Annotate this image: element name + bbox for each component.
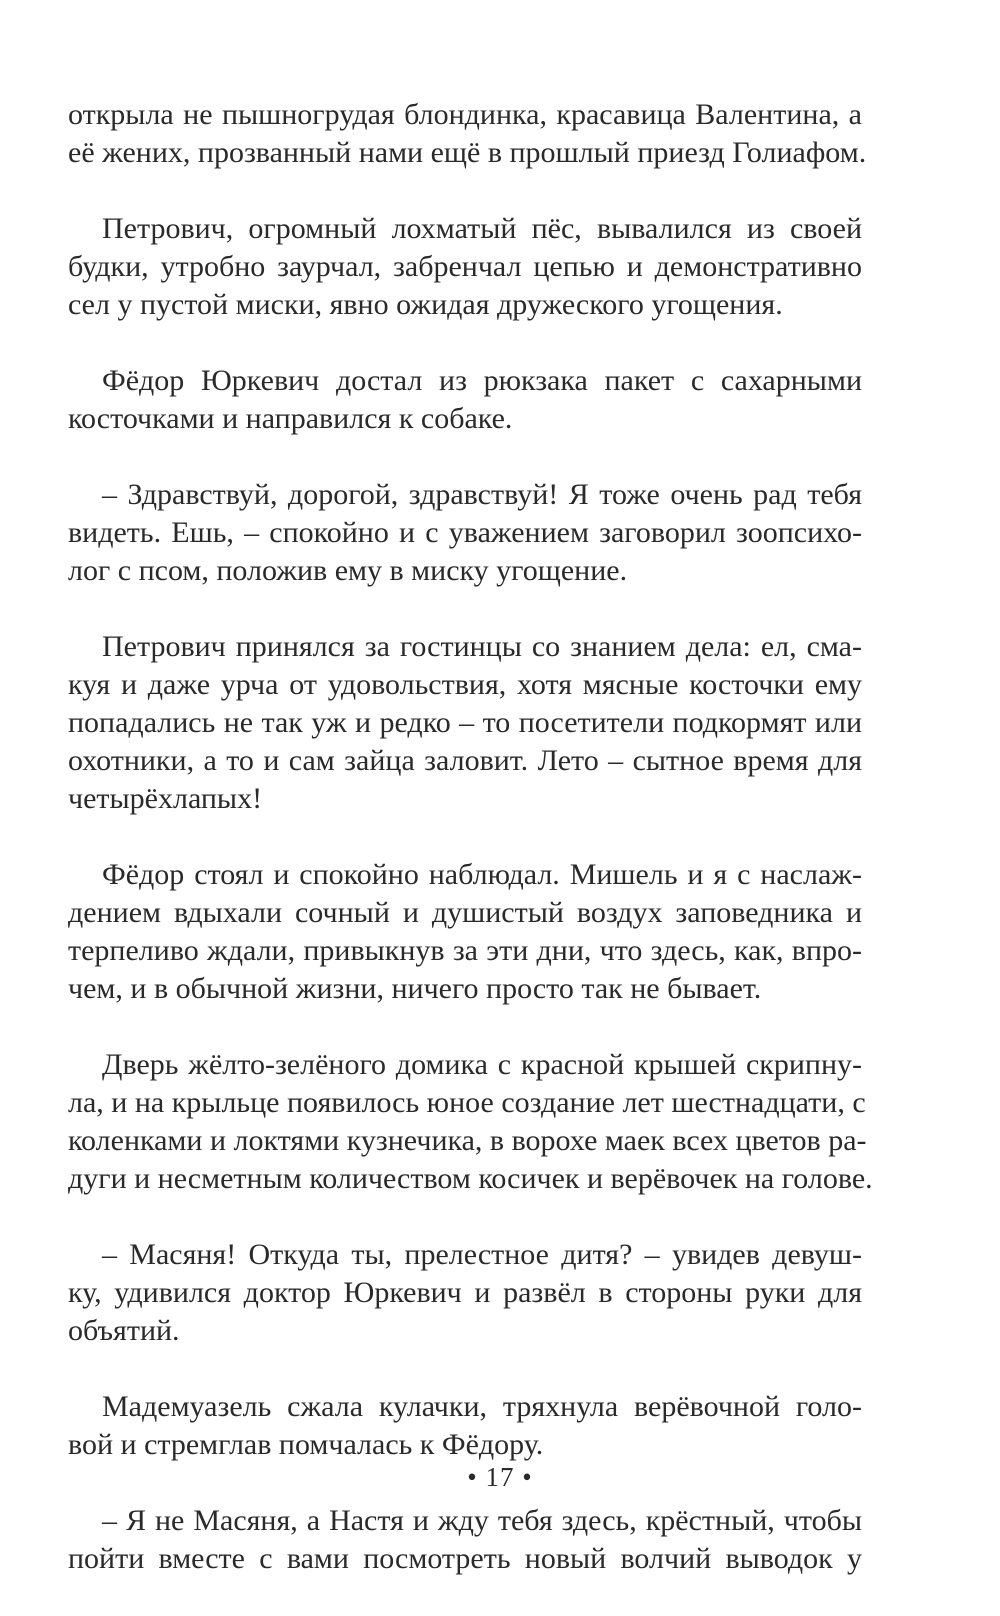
- paragraph: [68, 856, 862, 1008]
- text-line: – Я не Масяня, а Настя и жду тебя здесь, крёстный, чтобы: [102, 1504, 862, 1537]
- text-line: Мадемуазель сжала кулачки, тряхнула верёвочной голо-: [102, 1390, 862, 1423]
- paragraph: [68, 476, 862, 590]
- page-body: [68, 96, 873, 1616]
- text-line: пойти вместе с вами посмотреть новый волчий выводок у: [68, 1542, 862, 1575]
- text-line: открыла не пышногрудая блондинка, красавица Валентина, а: [68, 98, 862, 131]
- text-line: ку, удивился доктор Юркевич и развёл в стороны руки для: [68, 1276, 862, 1309]
- text-line: объятий.: [68, 1314, 180, 1347]
- paragraph: [68, 628, 862, 818]
- text-line: Петрович принялся за гостинцы со знанием дела: ел, сма-: [102, 630, 862, 663]
- text-line: куя и даже урча от удовольствия, хотя мясные косточки ему: [68, 668, 862, 701]
- text-line: охотники, а то и сам зайца заловит. Лето – сытное время для: [68, 744, 862, 777]
- page-number: • 17 •: [467, 1462, 533, 1492]
- text-line: Дверь жёлто-зелёного домика с красной крышей скрипну-: [102, 1048, 862, 1081]
- text-line: – Масяня! Откуда ты, прелестное дитя? – увидев девуш-: [102, 1238, 862, 1271]
- text-line: – Здравствуй, дорогой, здравствуй! Я тоже очень рад тебя: [102, 478, 862, 511]
- text-line: четырёхлапых!: [68, 782, 263, 815]
- text-line: терпеливо ждали, привыкнув за эти дни, что здесь, как, впро-: [68, 934, 862, 967]
- text-line: Фёдор Юркевич достал из рюкзака пакет с сахарными: [102, 364, 862, 397]
- text-line: дуги и несметным количеством косичек и верёвочек на голове.: [68, 1162, 873, 1195]
- paragraph: [68, 96, 867, 172]
- text-line: косточками и направился к собаке.: [68, 402, 513, 435]
- text-line: ла, и на крыльце появилось юное создание лет шестнадцати, с: [68, 1086, 866, 1119]
- text-line: сел у пустой миски, явно ожидая дружеского угощения.: [68, 288, 783, 321]
- text-line: видеть. Ешь, – спокойно и с уважением заговорил зоопсихо-: [68, 516, 862, 549]
- paragraph: [68, 1502, 862, 1578]
- paragraph: [68, 1236, 862, 1350]
- paragraph: [68, 362, 862, 438]
- text-line: Фёдор стоял и спокойно наблюдал. Мишель и я с наслаж-: [102, 858, 862, 891]
- paragraph: [68, 1388, 862, 1464]
- text-line: Петрович, огромный лохматый пёс, вывалился из своей: [102, 212, 862, 245]
- text-line: чем, и в обычной жизни, ничего просто так не бывает.: [68, 972, 762, 1005]
- text-line: попадались не так уж и редко – то посетители подкормят или: [68, 706, 862, 739]
- paragraph: [68, 210, 862, 324]
- text-line: вой и стремглав помчалась к Фёдору.: [68, 1428, 544, 1461]
- text-line: её жених, прозванный нами ещё в прошлый приезд Голиафом.: [68, 136, 867, 169]
- text-line: дением вдыхали сочный и душистый воздух заповедника и: [68, 896, 862, 929]
- paragraph: [68, 1046, 873, 1198]
- text-line: коленками и локтями кузнечика, в ворохе маек всех цветов ра-: [68, 1124, 867, 1157]
- text-line: лог с псом, положив ему в миску угощение.: [68, 554, 628, 587]
- text-line: будки, утробно заурчал, забренчал цепью и демонстративно: [68, 250, 862, 283]
